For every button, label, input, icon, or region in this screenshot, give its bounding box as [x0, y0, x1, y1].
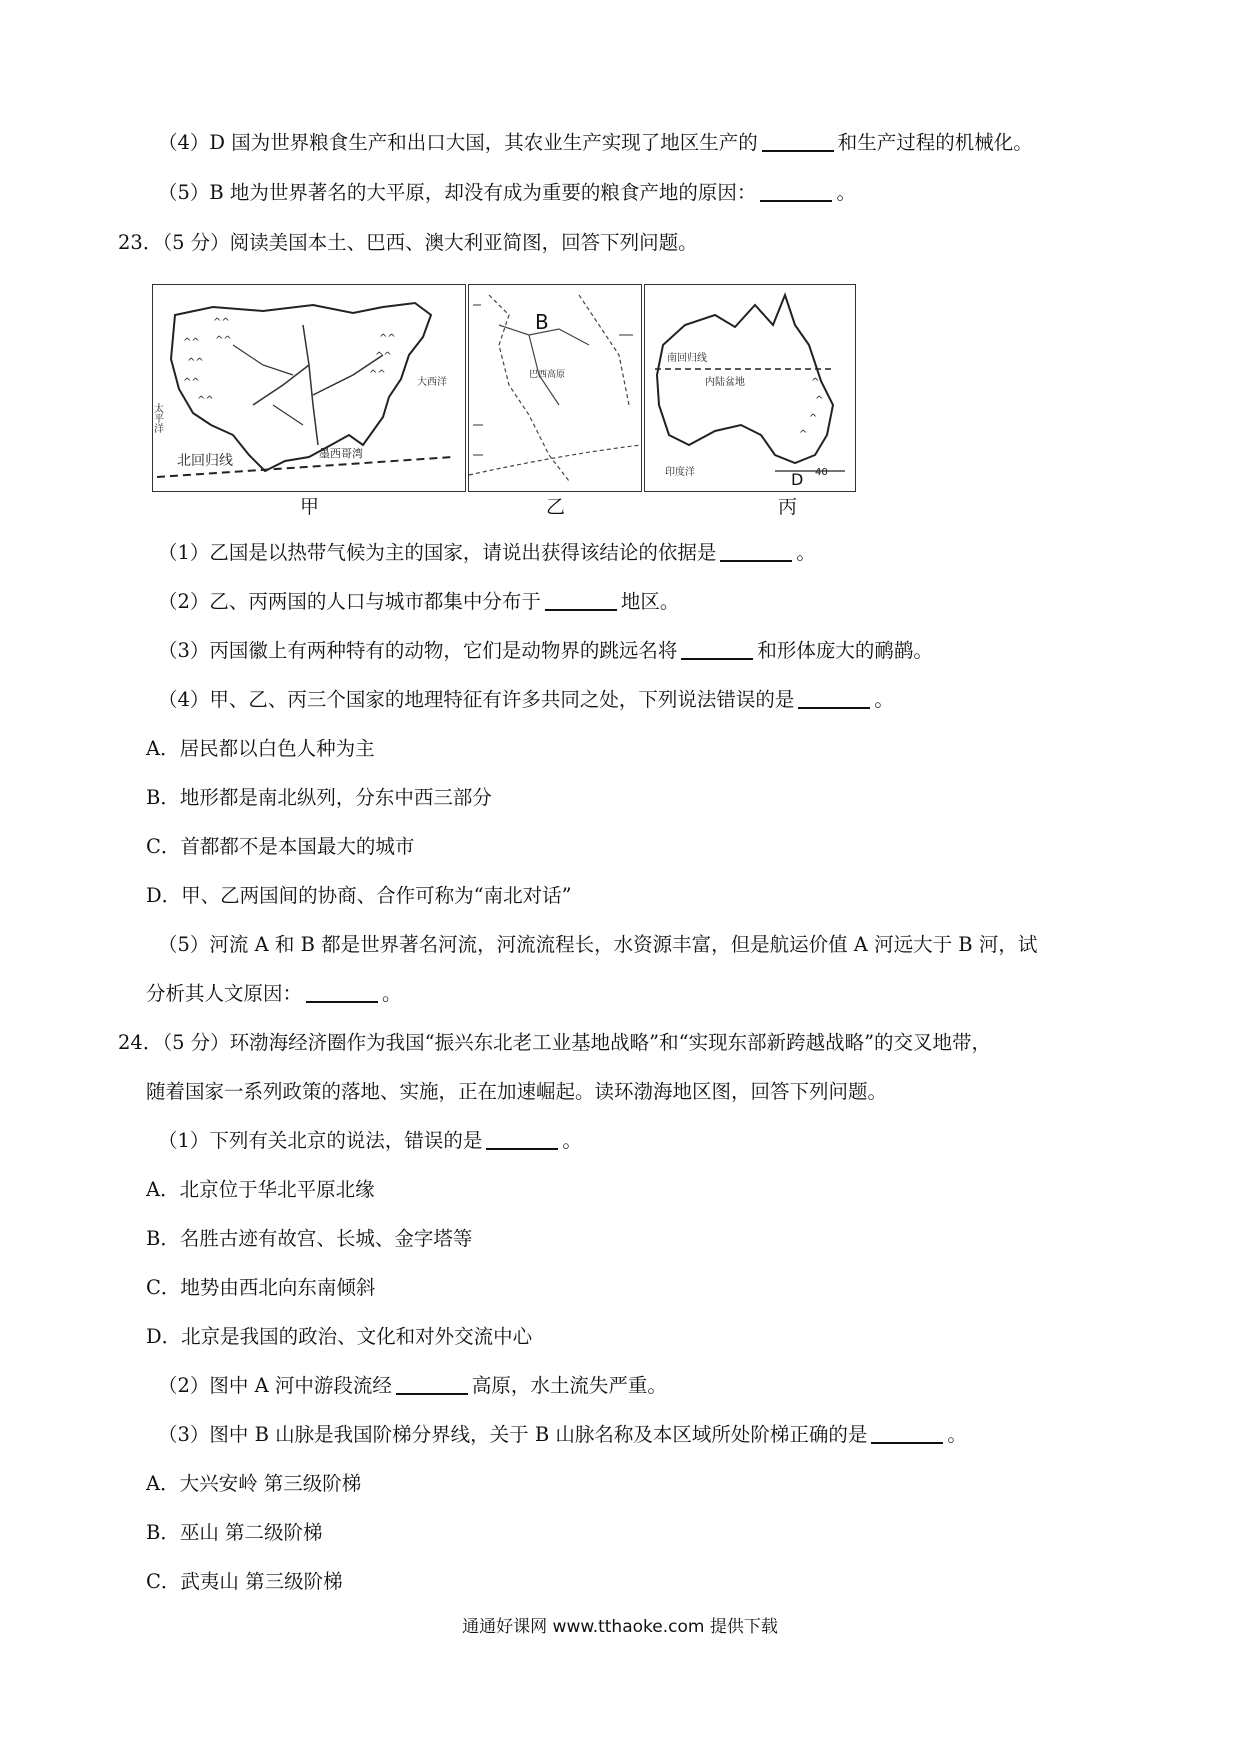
answer-blank	[306, 981, 378, 1003]
svg-text:^^: ^^	[183, 377, 200, 388]
river-lines	[253, 325, 383, 445]
map-brazil	[468, 284, 642, 492]
mountain-symbols	[183, 317, 396, 406]
q23-title: 23．（5 分）阅读美国本土、巴西、澳大利亚简图，回答下列问题。	[118, 231, 698, 254]
q24-sub1: （1）下列有关北京的说法，错误的是 。	[158, 1129, 582, 1152]
q24-sub3: （3）图中 B 山脉是我国阶梯分界线，关于 B 山脉名称及本区域所处阶梯正确的是 。	[158, 1423, 967, 1446]
svg-text:^: ^	[815, 395, 824, 406]
label-north: 南回归线	[667, 353, 707, 364]
answer-blank	[798, 687, 870, 709]
q23-4-option-b: B．地形都是南北纵列，分东中西三部分	[146, 786, 492, 809]
map-usa-svg	[153, 285, 465, 491]
brazil-river	[499, 325, 589, 405]
q24-1-option-a: A．北京位于华北平原北缘	[146, 1178, 375, 1201]
answer-blank	[762, 130, 834, 152]
svg-text:^^: ^^	[213, 317, 230, 328]
svg-text:^: ^	[811, 377, 820, 388]
label-mid: 内陆盆地	[705, 377, 745, 388]
river-lines-2	[233, 345, 303, 425]
mountain-symbols	[799, 377, 823, 440]
answer-blank	[871, 1422, 943, 1444]
answer-blank	[720, 540, 792, 562]
ocean-west-label: 太平洋	[151, 403, 163, 433]
svg-text:^^: ^^	[187, 357, 204, 368]
label-number: 40	[815, 467, 828, 478]
q23-sub1: （1）乙国是以热带气候为主的国家，请说出获得该结论的依据是 。	[158, 541, 816, 564]
brazil-place-label: 巴西高原	[529, 370, 566, 380]
label-letter-d: D	[791, 470, 804, 489]
q24-sub2: （2）图中 A 河中游段流经 高原，水土流失严重。	[158, 1374, 667, 1397]
caption-jia: 甲	[300, 496, 320, 518]
svg-text:^^: ^^	[215, 335, 232, 346]
answer-blank	[396, 1373, 468, 1395]
svg-text:^: ^	[809, 413, 818, 424]
q24-title-cont: 随着国家一系列政策的落地、实施，正在加速崛起。读环渤海地区图，回答下列问题。	[146, 1080, 888, 1103]
svg-text:^^: ^^	[375, 351, 392, 362]
gulf-label: 墨西哥湾	[319, 447, 363, 460]
answer-blank	[486, 1128, 558, 1150]
svg-text:^^: ^^	[197, 395, 214, 406]
page-footer: 通通好课网 www.tthaoke.com 提供下载	[462, 1617, 778, 1637]
answer-blank	[545, 589, 617, 611]
q24-3-option-a: A．大兴安岭 第三级阶梯	[146, 1472, 362, 1495]
q23-sub3: （3）丙国徽上有两种特有的动物，它们是动物界的跳远名将 和形体庞大的鸸鹋。	[158, 639, 933, 662]
usa-outline	[171, 303, 431, 471]
q23-map-figure	[152, 284, 912, 516]
map-usa	[152, 284, 466, 492]
ocean-label: 印度洋	[665, 467, 695, 478]
svg-text:^^: ^^	[369, 369, 386, 380]
map-brazil-svg	[469, 285, 641, 491]
q24-3-option-b: B．巫山 第二级阶梯	[146, 1521, 323, 1544]
q23-4-option-a: A．居民都以白色人种为主	[146, 737, 375, 760]
brazil-border	[489, 295, 629, 481]
brazil-letter: B	[535, 310, 549, 334]
svg-text:^^: ^^	[379, 333, 396, 344]
q24-1-option-c: C．地势由西北向东南倾斜	[146, 1276, 376, 1299]
ocean-east-label: 大西洋	[417, 377, 447, 388]
q24-title: 24．（5 分）环渤海经济圈作为我国“振兴东北老工业基地战略”和“实现东部新跨越战略”的交叉地带，	[118, 1031, 992, 1054]
q23-sub2: （2）乙、丙两国的人口与城市都集中分布于 地区。	[158, 590, 680, 613]
q23-sub5-cont: 分析其人文原因： 。	[146, 982, 402, 1005]
svg-text:^^: ^^	[183, 337, 200, 348]
map-australia-svg	[645, 285, 855, 491]
svg-text:^: ^	[799, 429, 808, 440]
q22-sub4: （4）D 国为世界粮食生产和出口大国，其农业生产实现了地区生产的 和生产过程的机械化。	[158, 131, 1033, 154]
q23-4-option-c: C．首都都不是本国最大的城市	[146, 835, 415, 858]
q23-sub5: （5）河流 A 和 B 都是世界著名河流，河流流程长，水资源丰富，但是航运价值 A 河远大于 B 河，试	[158, 933, 1038, 956]
q23-4-option-d: D．甲、乙两国间的协商、合作可称为“南北对话”	[146, 884, 572, 907]
q24-3-option-c: C．武夷山 第三级阶梯	[146, 1570, 343, 1593]
caption-bing: 丙	[778, 496, 798, 518]
q23-sub4: （4）甲、乙、丙三个国家的地理特征有许多共同之处，下列说法错误的是 。	[158, 688, 894, 711]
tropic-label: 北回归线	[177, 453, 233, 469]
caption-yi: 乙	[546, 496, 566, 518]
q22-sub5: （5）B 地为世界著名的大平原，却没有成为重要的粮食产地的原因： 。	[158, 181, 856, 204]
answer-blank	[760, 180, 832, 202]
answer-blank	[681, 638, 753, 660]
map-australia	[644, 284, 856, 492]
q24-1-option-b: B．名胜古迹有故宫、长城、金字塔等	[146, 1227, 473, 1250]
q24-1-option-d: D．北京是我国的政治、文化和对外交流中心	[146, 1325, 533, 1348]
